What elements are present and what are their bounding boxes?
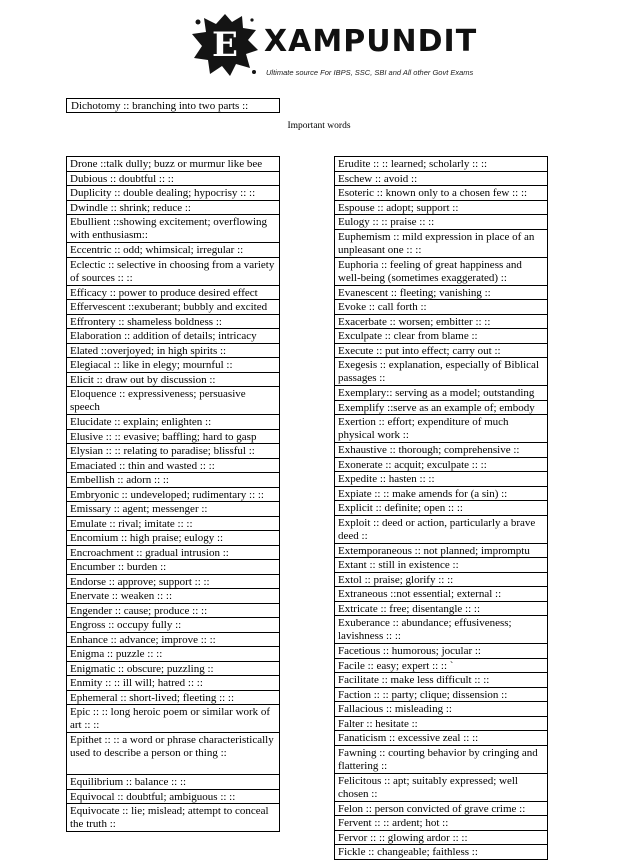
word-entry: Elysian :: :: relating to paradise; blissful :: xyxy=(67,444,279,459)
logo-letter: E xyxy=(212,25,238,65)
word-entry: Ephemeral :: short-lived; fleeting :: :: xyxy=(67,691,279,706)
word-entry: Embellish :: adorn :: :: xyxy=(67,473,279,488)
word-entry: Exacerbate :: worsen; embitter :: :: xyxy=(335,315,547,330)
word-entry: Encomium :: high praise; eulogy :: xyxy=(67,531,279,546)
word-entry: Exertion :: effort; expenditure of much physical work :: xyxy=(335,415,547,443)
ink-splash-logo-icon xyxy=(190,10,260,80)
word-entry: Euphoria :: feeling of great happiness and well-being (sometimes exaggerated) :: xyxy=(335,258,547,286)
word-entry: Eclectic :: selective in choosing from a variety of sources :: :: xyxy=(67,258,279,286)
word-entry: Elucidate :: explain; enlighten :: xyxy=(67,415,279,430)
word-entry: Eccentric :: odd; whimsical; irregular :: xyxy=(67,243,279,258)
word-entry: Extant :: still in existence :: xyxy=(335,558,547,573)
right-word-table xyxy=(334,156,548,860)
word-entry: Elusive :: :: evasive; baffling; hard to gasp xyxy=(67,430,279,445)
word-entry: Epic :: :: long heroic poem or similar work of art :: :: xyxy=(67,705,279,733)
word-entry: Fallacious :: misleading :: xyxy=(335,702,547,717)
word-entry: Emissary :: agent; messenger :: xyxy=(67,502,279,517)
word-entry: Enhance :: advance; improve :: :: xyxy=(67,633,279,648)
word-entry: Exhaustive :: thorough; comprehensive :: xyxy=(335,443,547,458)
word-entry: Elated ::overjoyed; in high spirits :: xyxy=(67,344,279,359)
word-entry: Espouse :: adopt; support :: xyxy=(335,201,547,216)
word-entry: Exculpate :: clear from blame :: xyxy=(335,329,547,344)
word-entry: Fawning :: courting behavior by cringing and flattering :: xyxy=(335,746,547,774)
word-entry: Encroachment :: gradual intrusion :: xyxy=(67,546,279,561)
left-word-table xyxy=(66,156,280,832)
word-entry: Equilibrium :: balance :: :: xyxy=(67,775,279,790)
word-entry: Extricate :: free; disentangle :: :: xyxy=(335,602,547,617)
word-entry: Exuberance :: abundance; effusiveness; lavishness :: :: xyxy=(335,616,547,644)
top-entry: Dichotomy :: branching into two parts :: xyxy=(66,98,280,113)
word-entry: Engross :: occupy fully :: xyxy=(67,618,279,633)
word-entry: Enmity :: :: ill will; hatred :: :: xyxy=(67,676,279,691)
word-entry: Exonerate :: acquit; exculpate :: :: xyxy=(335,458,547,473)
word-entry: Duplicity :: double dealing; hypocrisy :: :: xyxy=(67,186,279,201)
word-entry: Efficacy :: power to produce desired effect xyxy=(67,286,279,301)
word-entry: Extol :: praise; glorify :: :: xyxy=(335,573,547,588)
word-entry: Emulate :: rival; imitate :: :: xyxy=(67,517,279,532)
word-entry: Encumber :: burden :: xyxy=(67,560,279,575)
word-entry: Fickle :: changeable; faithless :: xyxy=(335,845,547,860)
word-entry: Extemporaneous :: not planned; impromptu xyxy=(335,544,547,559)
word-entry: Execute :: put into effect; carry out :: xyxy=(335,344,547,359)
word-entry: Facile :: easy; expert :: :: ` xyxy=(335,659,547,674)
word-entry: Embryonic :: undeveloped; rudimentary :: :: xyxy=(67,488,279,503)
site-header xyxy=(190,10,480,86)
tagline: Ultimate source For IBPS, SSC, SBI and All other Govt Exams xyxy=(266,68,474,77)
word-entry: Elegiacal :: like in elegy; mournful :: xyxy=(67,358,279,373)
word-entry: Felon :: person convicted of grave crime :: xyxy=(335,802,547,817)
word-entry: Exegesis :: explanation, especially of Biblical passages :: xyxy=(335,358,547,386)
word-entry: Elicit :: draw out by discussion :: xyxy=(67,373,279,388)
word-entry: Faction :: :: party; clique; dissension :: xyxy=(335,688,547,703)
word-entry: Drone ::talk dully; buzz or murmur like bee xyxy=(67,157,279,172)
word-entry: Exploit :: deed or action, particularly a brave deed :: xyxy=(335,516,547,544)
word-entry: Dwindle :: shrink; reduce :: xyxy=(67,201,279,216)
word-entry: Facilitate :: make less difficult :: :: xyxy=(335,673,547,688)
word-entry: Dubious :: doubtful :: :: xyxy=(67,172,279,187)
word-entry: Equivocate :: lie; mislead; attempt to conceal the truth :: xyxy=(67,804,279,832)
word-entry: Fervor :: :: glowing ardor :: :: xyxy=(335,831,547,846)
word-entry: Falter :: hesitate :: xyxy=(335,717,547,732)
word-entry: Elaboration :: addition of details; intricacy xyxy=(67,329,279,344)
word-entry: Fanaticism :: excessive zeal :: :: xyxy=(335,731,547,746)
word-entry: Esoteric :: known only to a chosen few :: :: xyxy=(335,186,547,201)
word-entry: Expiate :: :: make amends for (a sin) :: xyxy=(335,487,547,502)
word-entry: Expedite :: hasten :: :: xyxy=(335,472,547,487)
word-entry: Exemplify ::serve as an example of; embody xyxy=(335,401,547,416)
word-entry: Exemplary:: serving as a model; outstanding xyxy=(335,386,547,401)
word-entry: Epithet :: :: a word or phrase characteristically used to describe a person or thing :: xyxy=(67,733,279,775)
word-entry: Eulogy :: :: praise :: :: xyxy=(335,215,547,230)
word-entry: Endorse :: approve; support :: :: xyxy=(67,575,279,590)
word-entry: Engender :: cause; produce :: :: xyxy=(67,604,279,619)
word-entry: Evanescent :: fleeting; vanishing :: xyxy=(335,286,547,301)
word-entry: Enervate :: weaken :: :: xyxy=(67,589,279,604)
word-entry: Extraneous ::not essential; external :: xyxy=(335,587,547,602)
word-entry: Felicitous :: apt; suitably expressed; well chosen :: xyxy=(335,774,547,802)
word-entry: Ebullient ::showing excitement; overflowing with enthusiasm:: xyxy=(67,215,279,243)
word-entry: Effrontery :: shameless boldness :: xyxy=(67,315,279,330)
word-entry: Erudite :: :: learned; scholarly :: :: xyxy=(335,157,547,172)
word-entry: Effervescent ::exuberant; bubbly and excited xyxy=(67,300,279,315)
word-entry: Emaciated :: thin and wasted :: :: xyxy=(67,459,279,474)
word-entry: Euphemism :: mild expression in place of an unpleasant one :: :: xyxy=(335,230,547,258)
page-subtitle: Important words xyxy=(287,121,351,131)
word-entry: Eschew :: avoid :: xyxy=(335,172,547,187)
word-entry: Enigmatic :: obscure; puzzling :: xyxy=(67,662,279,677)
word-entry: Fervent :: :: ardent; hot :: xyxy=(335,816,547,831)
word-entry: Enigma :: puzzle :: :: xyxy=(67,647,279,662)
word-entry: Equivocal :: doubtful; ambiguous :: :: xyxy=(67,790,279,805)
word-entry: Evoke :: call forth :: xyxy=(335,300,547,315)
word-entry: Explicit :: definite; open :: :: xyxy=(335,501,547,516)
word-entry: Facetious :: humorous; jocular :: xyxy=(335,644,547,659)
word-entry: Eloquence :: expressiveness; persuasive speech xyxy=(67,387,279,415)
logo-text: XAMPUNDIT xyxy=(264,24,478,59)
